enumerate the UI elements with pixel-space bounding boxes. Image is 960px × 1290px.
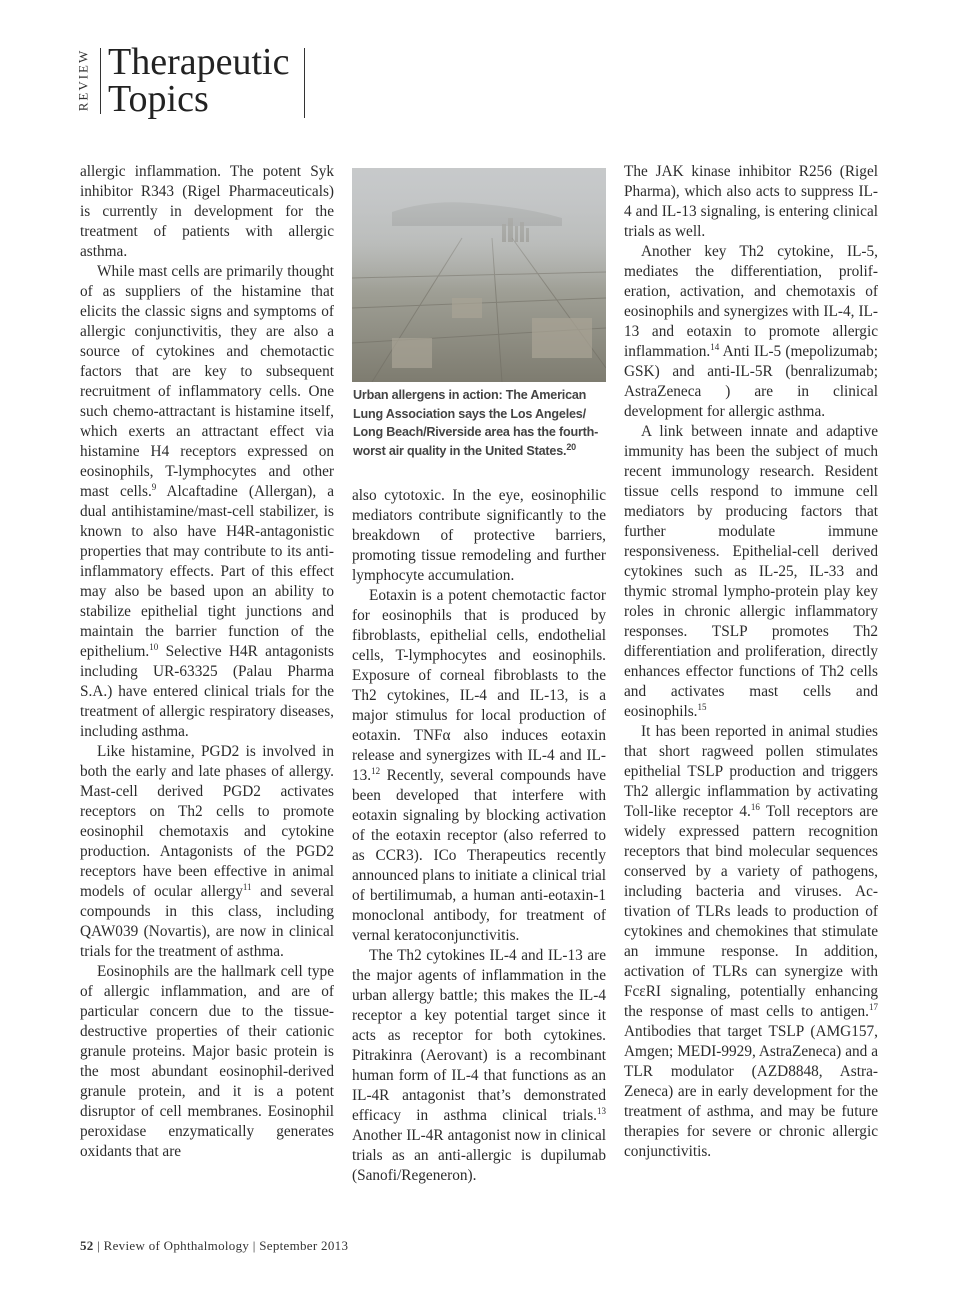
paragraph: allergic inflammation. The potent Syk inhibitor R343 (Rigel Pharmaceuticals) is currently in development for the treatment of patients with allergic asthma. bbox=[80, 163, 334, 260]
section-tag-label: REVIEW bbox=[75, 48, 91, 112]
footnote-ref: 20 bbox=[566, 441, 576, 452]
city-smog-photo bbox=[352, 168, 606, 382]
footnote-ref: 11 bbox=[242, 881, 252, 892]
article-column-2 bbox=[352, 486, 606, 1186]
header-divider-right bbox=[304, 48, 305, 118]
footnote-ref: 14 bbox=[710, 341, 720, 352]
header-divider-left bbox=[100, 48, 101, 114]
page-number: 52 bbox=[80, 1238, 94, 1253]
paragraph: Another key Th2 cytokine, IL-5, mediates the differentiation, proliferation, activation, and chemotaxis of eosinophils and synergizes with IL-4, IL-13 and eotaxin to promote allergic inflammation.$^{14}$ Anti IL-5 (mepolizumab; GSK) and anti-IL-5R (benralizumab; AstraZeneca ) are in clinical development for allergic asthma. bbox=[624, 243, 878, 420]
page-footer bbox=[80, 1238, 348, 1254]
paragraph: It has been reported in animal studies that short ragweed pollen stimulates epithelial TSLP production and triggers Th2 allergic inflammation by activating Toll-like receptor 4.16 Toll receptors are widely expressed pattern recognition receptors that bind molecular sequences conserved by a variety of pathogens, including bacteria and viruses. Activation of TLRs leads to production of cytokines and chemokines that stimulate an immune response. In addition, activation of TLRs can synergize with FcεRI signaling, potentially enhancing the response of mast cells to antigen.$^{17}$ Antibodies that target TSLP (AMG157, Amgen; MEDI-9929, AstraZeneca) and a TLR modulator (AZD8848, AstraZeneca) are in early development for the treatment of asthma, and may be future therapies for severe or chronic allergic conjunctivitis. bbox=[624, 723, 878, 1160]
page-title bbox=[108, 41, 290, 120]
paragraph: A link between innate and adaptive immunity has been the subject of much recent immunology research. Resident tissue cells respond to immune cell mediators by producing factors that further modulate immune responsiveness. Epithelial-cell derived cytokines such as IL-25, IL-33 and thymic stromal lympho-protein play key roles in chronic allergic inflammatory responses. TSLP promotes Th2 differentiation and proliferation, directly enhances effector functions of Th2 cells and activates mast cells and eosinophils.$^{15}$ bbox=[624, 423, 878, 720]
article-column-1 bbox=[80, 162, 334, 1162]
article-column-3 bbox=[624, 162, 878, 1162]
footnote-ref: 17 bbox=[869, 1001, 878, 1012]
page-title-line1: Therapeutic bbox=[108, 41, 290, 83]
photo-image bbox=[352, 168, 606, 382]
footer-separator: | bbox=[252, 1238, 256, 1253]
paragraph: Eotaxin is a potent chemotactic factor for eosinophils that is produced by fibroblasts, epithelial cells, endothelial cells, T-lymphocytes and eosinophils. Exposure of corneal fibroblasts to the Th2 cytokines, IL-4 and IL-13, is a major stimulus for local production of eotaxin. TNFα also induces eotaxin release and synergizes with IL-4 and IL-13.12 Recently, several compounds have been developed that interfere with eotaxin signaling by blocking activation of the eotaxin receptor (also referred to as CCR3). ICo Therapeutics recently announced plans to initiate a clinical trial of bertilimumab, a human anti-eotaxin-1 monoclonal antibody, for treatment of vernal keratoconjunctivitis. bbox=[352, 587, 606, 944]
paragraph: The JAK kinase inhibitor R256 (Rigel Pharma), which also acts to suppress IL-4 and IL-13 signaling, is entering clinical trials as well. bbox=[624, 163, 878, 240]
paragraph: The Th2 cytokines IL-4 and IL-13 are the major agents of inflammation in the urban allergy battle; this makes the IL-4 receptor a key potential target since it acts as receptor for both cytokines. Pitrakinra (Aerovant) is a recombinant human form of IL-4 that functions as an IL-4R antagonist that’s demonstrated efficacy in asthma clinical trials.$^{13}$ Another IL-4R antagonist now in clinical trials as an anti-allergic is dupilumab (Sanofi/Regeneron). bbox=[352, 947, 606, 1184]
paragraph: While mast cells are primarily thought of as suppliers of the histamine that elicits the classic signs and symptoms of allergic conjunctivitis, they are also a source of cytokines and chemotactic factors that are key to subsequent recruitment of inflammatory cells. One such chemo-attractant is histamine itself, which exerts an attractant effect via histamine H4 receptors expressed on eosinophils, T-lymphocytes and other mast cells.$^9$ Alcaftadine (Allergan), a dual antihistamine/mast-cell stabilizer, is known to also have H4R-antagonistic properties that may contribute to its anti-inflammatory effects. Part of this effect may also be based upon an ability to stabilize epithelial tight junctions and maintain the barrier function of the epithelium.$^{10}$ Selective H4R antagonists including UR-63325 (Palau Pharma S.A.) have entered clinical trials for the treatment of allergic respiratory diseases, including asthma. bbox=[80, 263, 334, 740]
paragraph: Like histamine, PGD2 is involved in both the early and late phases of allergy. Mast-cell derived PGD2 activates receptors on Th2 cells to promote eosinophil chemotaxis and cytokine production. Antagonists of the PGD2 receptors have been effective in animal models of ocular allergy$^{11}$ and several compounds in this class, including QAW039 (Novartis), are now in clinical trials for the treatment of asthma. bbox=[80, 743, 334, 960]
paragraph: Eosinophils are the hallmark cell type of allergic inflammation, and are of particular concern due to the tissue-destructive properties of their cationic granule proteins. Major basic protein is the most abundant eosinophil-derived granule protein, and it is a potent disruptor of cell membranes. Eosinophil peroxidase enzymatically generates oxidants that are bbox=[80, 963, 334, 1160]
footnote-ref: 16 bbox=[750, 801, 760, 812]
section-tag bbox=[75, 46, 98, 118]
issue-date: September 2013 bbox=[259, 1238, 349, 1253]
page-title-line2: Topics bbox=[108, 78, 209, 120]
footnote-ref: 15 bbox=[697, 701, 707, 712]
journal-name: Review of Ophthalmology bbox=[103, 1238, 250, 1253]
footnote-ref: 9 bbox=[151, 481, 157, 492]
footnote-ref: 12 bbox=[371, 765, 381, 776]
paragraph: also cytotoxic. In the eye, eosinophilic mediators contribute significantly to the breakdown of protective barriers, promoting tissue remodeling and further lymphocyte accumulation. bbox=[352, 487, 606, 584]
footer-separator: | bbox=[97, 1238, 101, 1253]
photo-caption: Urban allergens in action: The American Lung Association says the Los Angeles/ Long Beach/Riverside area has the fourth-worst air quality in the United States.$^{20}$ bbox=[353, 388, 599, 458]
footnote-ref: 13 bbox=[597, 1105, 606, 1116]
footnote-ref: 10 bbox=[149, 641, 159, 652]
